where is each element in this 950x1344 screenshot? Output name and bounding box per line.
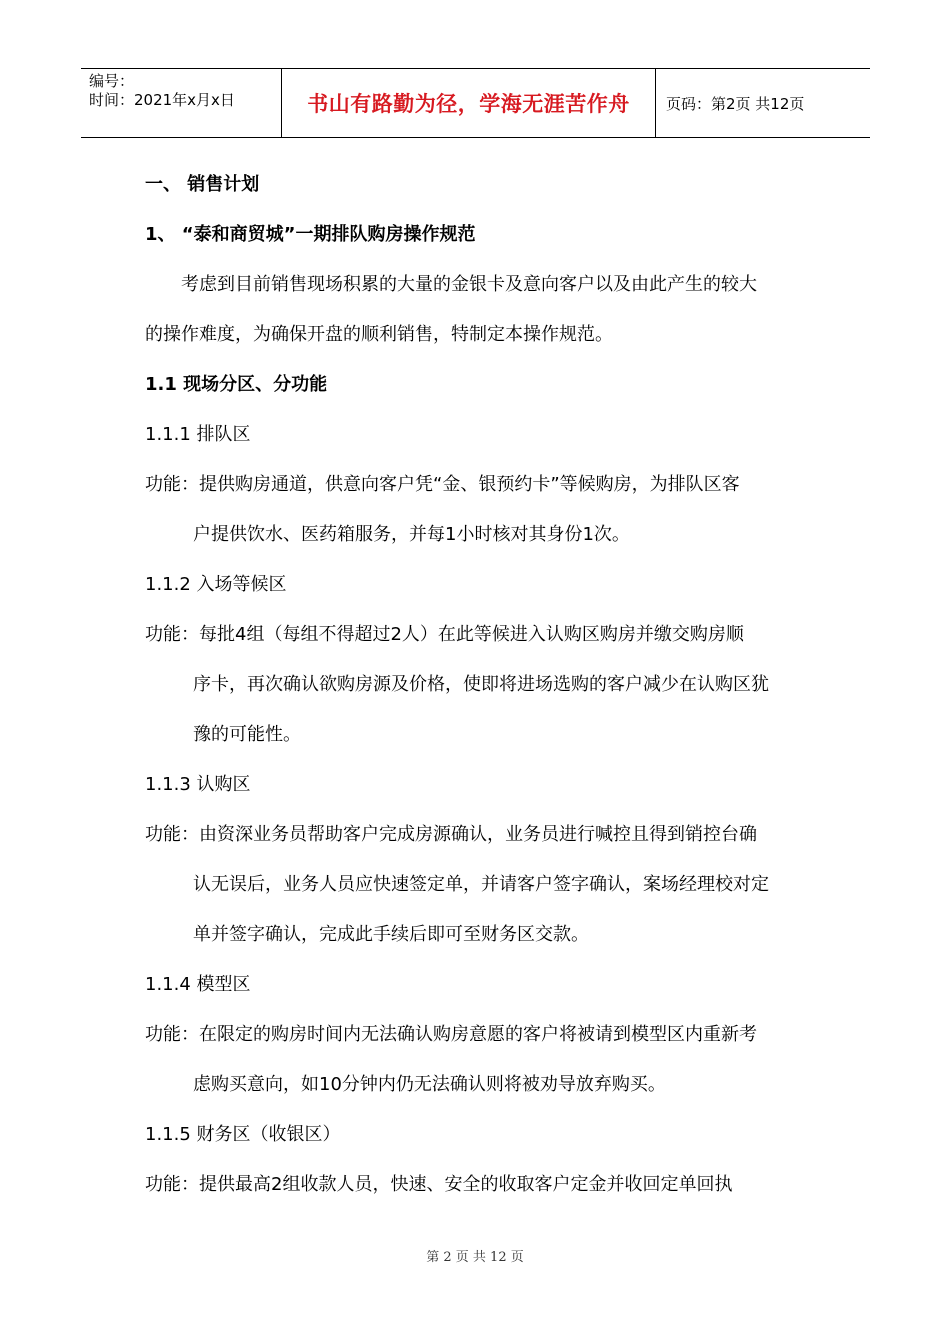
header-meta bbox=[81, 69, 282, 137]
document-header bbox=[81, 68, 870, 138]
function-line: 豫的可能性。 bbox=[193, 724, 301, 745]
intro-paragraph-line: 考虑到目前销售现场积累的大量的金银卡及意向客户以及由此产生的较大 bbox=[181, 274, 757, 295]
section-1-1-2-title: 1.1.2 入场等候区 bbox=[145, 574, 287, 595]
intro-paragraph-line: 的操作难度，为确保开盘的顺利销售，特制定本操作规范。 bbox=[145, 324, 613, 345]
section-1-1-title: 1.1 现场分区、分功能 bbox=[145, 374, 328, 395]
number-label: 编号： bbox=[89, 72, 135, 90]
function-line: 功能：提供最高2组收款人员，快速、安全的收取客户定金并收回定单回执 bbox=[145, 1174, 733, 1195]
document-body bbox=[145, 160, 810, 1210]
function-line: 功能：在限定的购房时间内无法确认购房意愿的客户将被请到模型区内重新考 bbox=[145, 1024, 757, 1045]
section-1-1-5-title: 1.1.5 财务区（收银区） bbox=[145, 1124, 341, 1145]
section-1-1-1-title: 1.1.1 排队区 bbox=[145, 424, 251, 445]
time-label: 时间：2021年x月x日 bbox=[89, 91, 235, 109]
section-1-1-3-title: 1.1.3 认购区 bbox=[145, 774, 251, 795]
function-line: 户提供饮水、医药箱服务，并每1小时核对其身份1次。 bbox=[193, 524, 630, 545]
function-line: 功能：由资深业务员帮助客户完成房源确认，业务员进行喊控且得到销控台确 bbox=[145, 824, 757, 845]
section-1-1-4-title: 1.1.4 模型区 bbox=[145, 974, 251, 995]
page-footer: 第 2 页 共 12 页 bbox=[426, 1250, 524, 1265]
function-line: 功能：每批4组（每组不得超过2人）在此等候进入认购区购房并缴交购房顺 bbox=[145, 624, 744, 645]
function-line: 虑购买意向，如10分钟内仍无法确认则将被劝导放弃购买。 bbox=[193, 1074, 666, 1095]
subsection-title: 1、 “泰和商贸城”一期排队购房操作规范 bbox=[145, 224, 476, 245]
header-motto: 书山有路勤为径，学海无涯苦作舟 bbox=[282, 69, 656, 137]
section-title: 一、 销售计划 bbox=[145, 174, 260, 195]
function-line: 序卡，再次确认欲购房源及价格，使即将进场选购的客户减少在认购区犹 bbox=[193, 674, 769, 695]
function-line: 认无误后，业务人员应快速签定单，并请客户签字确认，案场经理校对定 bbox=[193, 874, 769, 895]
header-page-info: 页码：第2页 共12页 bbox=[666, 94, 805, 113]
function-line: 单并签字确认，完成此手续后即可至财务区交款。 bbox=[193, 924, 589, 945]
function-line: 功能：提供购房通道，供意向客户凭“金、银预约卡”等候购房，为排队区客 bbox=[145, 474, 740, 495]
